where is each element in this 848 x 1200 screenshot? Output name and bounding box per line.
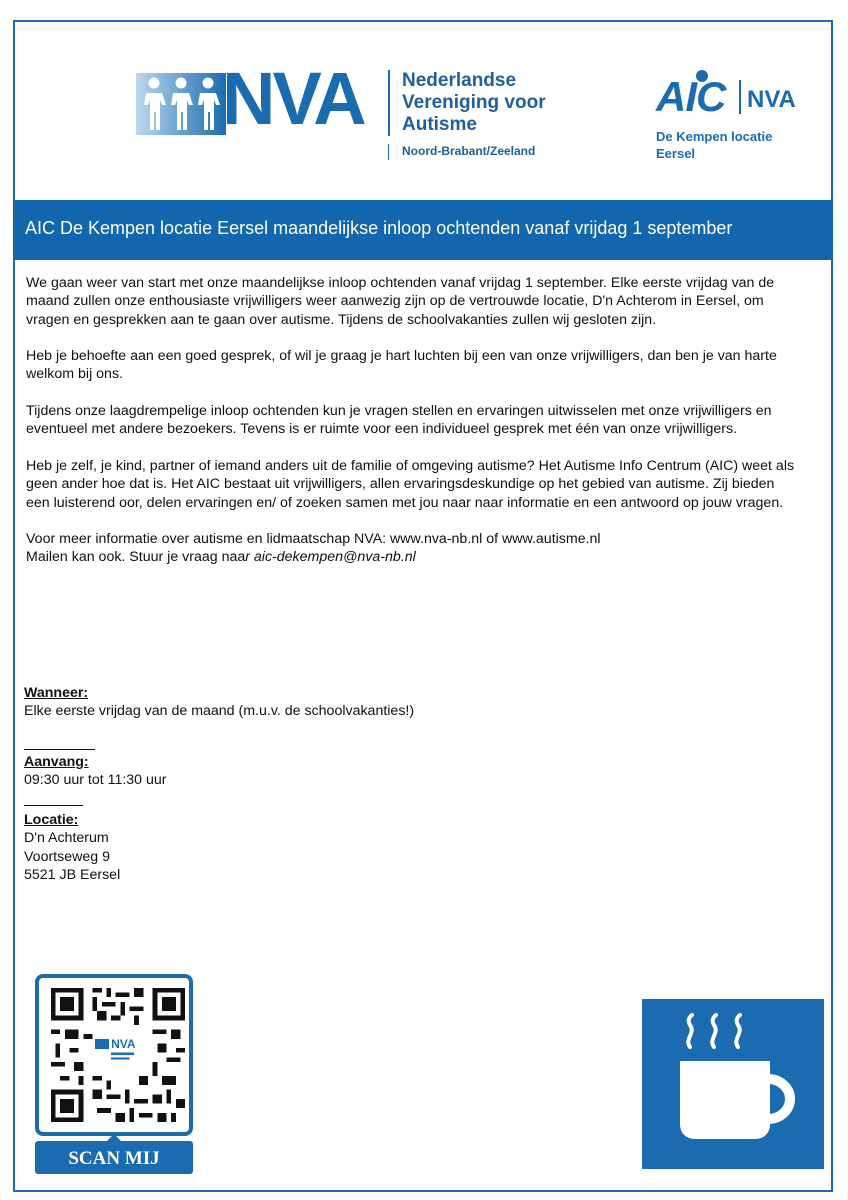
- paragraph: Heb je behoefte aan een goed gesprek, of wil je graag je hart luchten bij een van onze vrijwilligers, dan ben je van harte welkom bij ons.: [26, 348, 777, 383]
- people-figures-icon: [136, 73, 226, 135]
- paragraph: We gaan weer van start met onze maandelijkse inloop ochtenden vanaf vrijdag 1 september. Elke eerste vrijdag van de maand zullen onze enthousiaste vrijwilligers weer aanwezig zijn op de vertrouwde locatie, D'n Achterom in Eersel, om vragen en gesprekken aan te gaan over autisme. Tijdens de schoolvakanties zullen wij gesloten zijn.: [26, 275, 775, 328]
- contact-prefix: Mailen kan ook. Stuur je vraag naa: [26, 549, 246, 566]
- coffee-tile: [642, 999, 824, 1169]
- when-section: [24, 684, 414, 721]
- qr-code-card[interactable]: [35, 974, 193, 1174]
- nva-name-line: Vereniging voor: [402, 92, 546, 113]
- when-value: Elke eerste vrijdag van de maand (m.u.v. de schoolvakanties!): [24, 703, 415, 720]
- aic-location: [656, 128, 772, 162]
- location-line: D'n Achterum: [24, 830, 109, 847]
- aic-wordmark: AIC: [656, 73, 726, 120]
- coffee-mug-icon: [642, 999, 824, 1169]
- paragraph: Heb je zelf, je kind, partner of iemand anders uit de familie of omgeving autisme? Het Autisme Info Centrum (AIC) weet als geen ander hoe dat is. Het AIC bestaat uit vrijwilligers, allen ervaringsdeskundige op het gebied van autisme. Zij bieden een luisterend oor, delen ervaringen en/ of zoeken samen met jou naar naar informatie en een antwoord op jouw vragen.: [26, 457, 795, 511]
- nva-full-name: [402, 70, 546, 136]
- aic-logo: [656, 70, 816, 165]
- nva-divider: [388, 70, 390, 136]
- start-label: Aanvang:: [24, 754, 89, 770]
- aic-partner: NVA: [747, 86, 796, 113]
- divider-rule: [24, 749, 95, 750]
- aic-divider: [739, 80, 741, 114]
- nva-sub-divider: [388, 144, 389, 160]
- location-line: 5521 JB Eersel: [24, 866, 121, 883]
- divider-rule: [24, 805, 83, 806]
- nva-logo: [136, 57, 556, 163]
- nva-region: Noord-Brabant/Zeeland: [402, 144, 536, 158]
- qr-code-icon: [51, 988, 185, 1122]
- contact-email[interactable]: r aic-dekempen@nva-nb.nl: [245, 549, 416, 566]
- nva-wordmark: NVA: [222, 57, 364, 140]
- banner-title: AIC De Kempen locatie Eersel maandelijkse inloop ochtenden vanaf vrijdag 1 september: [25, 218, 733, 238]
- paragraph: Tijdens onze laagdrempelige inloop ochtenden kun je vragen stellen en ervaringen uitwisselen met onze vrijwilligers en eventueel met andere bezoekers. Tevens is er ruimte voor een individueel gesprek met één van onze vrijwilligers.: [26, 403, 772, 438]
- body-text: [26, 274, 796, 567]
- start-section: [24, 753, 167, 790]
- nva-name-line: Nederlandse: [402, 70, 517, 91]
- title-banner: [13, 200, 833, 260]
- qr-center-logo: NVA: [111, 1037, 136, 1052]
- location-line: Voortseweg 9: [24, 848, 110, 865]
- nva-name-line: Autisme: [402, 114, 477, 135]
- location-section: [24, 811, 120, 884]
- contact-line-email: [26, 548, 796, 566]
- qr-frame: [35, 974, 193, 1136]
- start-value: 09:30 uur tot 11:30 uur: [24, 772, 167, 789]
- location-label: Locatie:: [24, 812, 79, 828]
- when-label: Wanneer:: [24, 685, 89, 701]
- qr-scan-label: SCAN MIJ: [68, 1148, 160, 1169]
- aic-location-line: De Kempen locatie: [656, 129, 773, 144]
- aic-location-line: Eersel: [656, 146, 696, 161]
- contact-line: Voor meer informatie over autisme en lidmaatschap NVA: www.nva-nb.nl of www.autisme.nl: [26, 531, 601, 548]
